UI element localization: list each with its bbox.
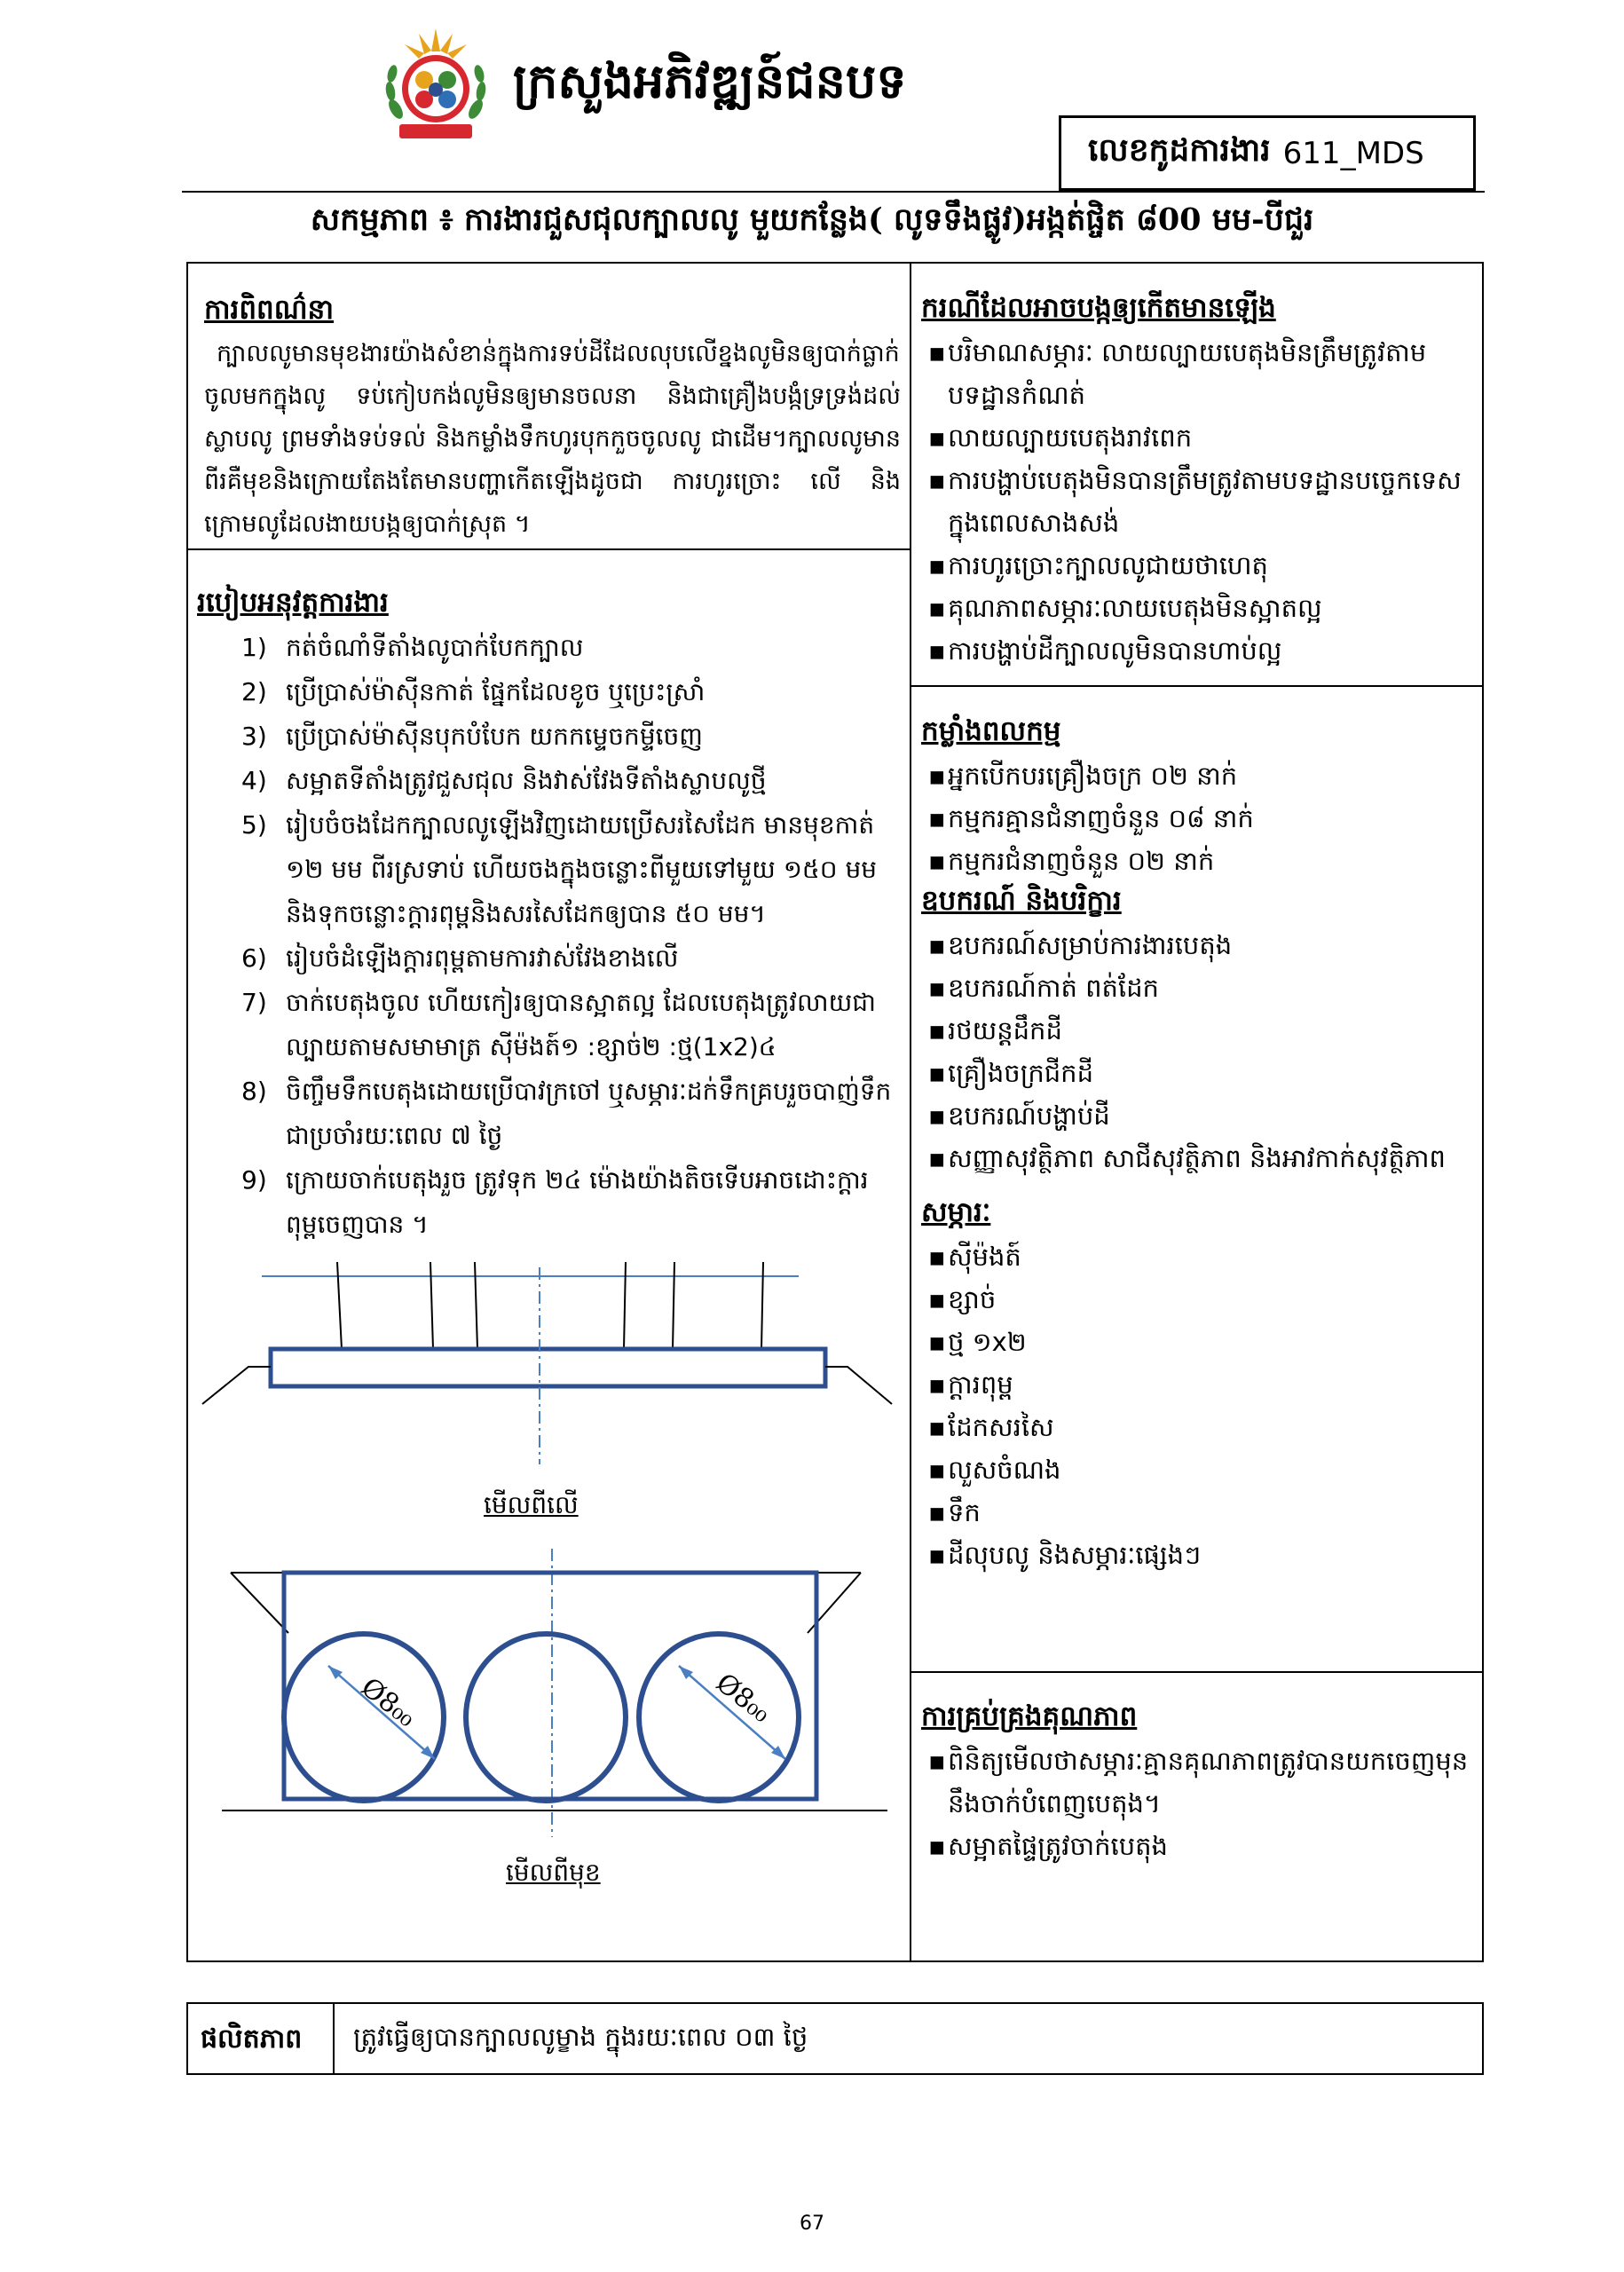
top-view-headwall [271,1349,825,1386]
ministry-logo [383,25,488,149]
materials-item: ▪ ថ្ម ១x២ [921,1321,1471,1363]
step-number: 6) [241,943,267,973]
code-label: លេខកូដការងារ [1088,131,1271,169]
step-number: 1) [241,633,267,662]
right-row-divider-1 [911,685,1484,687]
culvert-drawings [186,1242,910,1952]
quality-list [921,1740,1471,1867]
problems-item: ▪ លាយល្បាយបេតុងរាវពេក [921,416,1471,459]
materials-item: ▪ ទឹក [921,1491,1471,1534]
procedure-step [197,803,898,936]
productivity-label: ផលិតភាព [201,2024,303,2055]
procedure-step [197,1158,898,1247]
step-text: ប្រើប្រាស់ម៉ាស៊ីនកាត់ ផ្នែកដែលខូច ឬប្រេះស្រាំ [286,677,706,706]
workforce-item: ▪ កម្មករគ្មានជំនាញចំនួន ០៨ នាក់ [921,797,1471,840]
step-number: 8) [241,1077,267,1106]
step-text: ចាក់បេតុងចូល ហើយកៀរឲ្យបានស្អាតល្អ ដែលបេតុងត្រូវលាយជាល្បាយតាមសមាមាត្រ ស៊ីម៉ងត៍១ :ខ្សាច់២ :ថ្ម(1x2)៤ [286,988,876,1061]
equipment-item: ▪ រថយន្តដឹកដី [921,1009,1471,1052]
equipment-item: ▪ គ្រឿងចក្រជីកដី [921,1052,1471,1094]
ministry-name: ក្រសួងអភិវឌ្ឍន៍ជនបទ [513,52,907,109]
materials-item: ▪ ខ្សាច់ [921,1278,1471,1321]
procedure-step [197,1069,898,1158]
left-row-divider [186,548,911,550]
equipment-item: ▪ ឧបករណ៍សម្រាប់ការងារបេតុង [921,924,1471,966]
top-view-label: មើលពីលើ [484,1490,579,1519]
step-number: 5) [241,810,267,840]
materials-item: ▪ ដីលុបលូ និងសម្ភារៈផ្សេងៗ [921,1534,1471,1576]
pipe-middle [466,1634,626,1801]
productivity-divider [333,2002,335,2075]
materials-item: ▪ លួសចំណង [921,1448,1471,1491]
equipment-item: ▪ ឧបករណ៍បង្ហាប់ដី [921,1094,1471,1137]
code-value: 611_MDS [1282,135,1424,171]
problems-item: ▪ គុណភាពសម្ភារៈលាយបេតុងមិនស្អាតល្អ [921,587,1471,629]
step-number: 2) [241,677,267,706]
front-view-label: មើលពីមុខ [506,1858,601,1887]
procedure-step [197,936,898,981]
materials-item: ▪ ក្តារពុម្ព [921,1363,1471,1406]
step-number: 7) [241,988,267,1017]
top-view-rebars [337,1262,763,1349]
equipment-list [921,924,1471,1179]
procedure-step [197,981,898,1069]
step-text: សម្អាតទីតាំងត្រូវជួសជុល និងវាស់វែងទីតាំងស្លាបលូថ្មី [286,766,767,795]
diameter-label-right: Ø8₀₀ [710,1667,777,1730]
problems-item: ▪ បរិមាណសម្ភារៈ លាយល្បាយបេតុងមិនត្រឹមត្រូវតាមបទដ្ឋានកំណត់ [921,331,1471,416]
column-divider [910,262,911,1962]
equipment-item: ▪ ឧបករណ៍កាត់ ពត់ដែក [921,966,1471,1009]
step-text: ប្រើប្រាស់ម៉ាស៊ីនបុកបំបែក យកកម្ទេចកម្ទីចេញ [286,722,703,751]
step-text: កត់ចំណាំទីតាំងលូបាក់បែកក្បាល [286,633,584,662]
step-text: រៀបចំចងដែកក្បាលលូឡើងវិញដោយប្រើសរសៃដែក មានមុខកាត់ ១២ មម ពីរស្រទាប់ ហើយចងក្នុងចន្លោះពីមួយទៅមួយ ១៥០ មម និងទុកចន្លោះក្តារពុម្ពនិងសរសៃដែកឲ្យបាន ៥០ មម។ [286,810,878,928]
equipment-title: ឧបករណ៍ និងបរិក្ខារ [921,885,1122,917]
materials-item: ▪ ដែកសរសៃ [921,1406,1471,1448]
step-number: 3) [241,722,267,751]
materials-title: សម្ភារៈ [921,1196,991,1228]
equipment-item: ▪ សញ្ញាសុវត្ថិភាព សាជីសុវត្ថិភាព និងអាវកាក់សុវត្ថិភាព [921,1137,1471,1179]
materials-list [921,1235,1471,1576]
problems-item: ▪ ការហូរច្រោះក្បាលលូជាយថាហេតុ [921,544,1471,587]
description-text: ក្បាលលូមានមុខងារយ៉ាងសំខាន់ក្នុងការទប់ដីដែលលុបលើខ្នងលូមិនឲ្យបាក់ធ្លាក់ចូលមកក្នុងលូ ទប់កៀបកង់លូមិនឲ្យមានចលនា និងជាគ្រឿងបង្កំទ្រទ្រង់ដល់ស្លាបលូ ព្រមទាំងទប់ទល់ និងកម្លាំងទឹកហូរបុកកួចចូលលូ ជាដើម។ក្បាលលូមានពីរគឺមុខនិងក្រោយតែងតែមានបញ្ហាកើតឡើងដូចជា ការហូរច្រោះ លើ និងក្រោមលូដែលងាយបង្កឲ្យបាក់ស្រុត ។ [204,340,901,538]
quality-item: ▪ ពិនិត្យមើលថាសម្ភារៈគ្មានគុណភាពត្រូវបានយកចេញមុននឹងចាក់បំពេញបេតុង។ [921,1740,1471,1825]
activity-title: សកម្មភាព ៖ ការងារជួសជុលក្បាលលូ មួយកន្លែង( លូទទឹងផ្លូវ)អង្កត់ផ្ចិត ៨00 មម-បីជួរ [310,201,1314,238]
quality-title: ការគ្រប់គ្រងគុណភាព [921,1700,1138,1732]
header-divider [182,191,1485,193]
step-text: រៀបចំដំឡើងក្តារពុម្ពតាមការវាស់វែងខាងលើ [286,943,679,973]
quality-item: ▪ សម្អាតផ្ទៃត្រូវចាក់បេតុង [921,1825,1471,1867]
problems-title: ករណីដែលអាចបង្កឲ្យកើតមានឡើង [921,292,1276,324]
materials-item: ▪ ស៊ីម៉ងត៍ [921,1235,1471,1278]
workforce-title: កម្លាំងពលកម្ម [921,715,1061,747]
problems-section [921,291,1471,672]
procedure-step [197,626,898,670]
problems-list [921,331,1471,672]
top-view-right-wing [825,1367,892,1404]
pipe-left [284,1634,444,1801]
description-title: ការពិពណ៌នា [204,294,335,326]
step-number: 4) [241,766,267,795]
workforce-item: ▪ កម្មករជំនាញចំនួន ០២ នាក់ [921,840,1471,882]
right-row-divider-2 [911,1671,1484,1673]
resources-section [921,714,1471,1576]
step-text: ចិញ្ចឹមទឹកបេតុងដោយប្រើបាវក្រចៅ ឬសម្ភារៈដក់ទឹកគ្របរួចបាញ់ទឹកជាប្រចាំរយៈពេល ៧ ថ្ងៃ [286,1077,892,1150]
quality-section [921,1700,1471,1867]
page-number: 67 [800,2213,824,2235]
procedure-step [197,759,898,803]
pipe-right [639,1634,799,1801]
procedure-step [197,714,898,759]
description-section [204,293,901,546]
procedure-title: របៀបអនុវត្តការងារ [197,587,389,619]
diameter-label-left: Ø8₀₀ [355,1671,422,1734]
top-view-left-wing [202,1367,271,1404]
step-number: 9) [241,1165,267,1195]
procedure-section [197,586,898,1247]
problems-item: ▪ ការបង្ហាប់បេតុងមិនបានត្រឹមត្រូវតាមបទដ្ឋានបច្ចេកទេសក្នុងពេលសាងសង់ [921,459,1471,544]
workforce-list [921,754,1471,882]
workforce-item: ▪ អ្នកបើកបរគ្រឿងចក្រ ០២ នាក់ [921,754,1471,797]
problems-item: ▪ ការបង្ហាប់ដីក្បាលលូមិនបានហាប់ល្អ [921,629,1471,672]
procedure-steps [197,626,898,1247]
procedure-step [197,670,898,714]
productivity-text: ត្រូវធ្វើឲ្យបានក្បាលលូម្ខាង ក្នុងរយៈពេល ០៣ ថ្ងៃ [353,2022,808,2052]
document-code-box [1059,115,1476,191]
step-text: ក្រោយចាក់បេតុងរួច ត្រូវទុក ២៤ ម៉ោងយ៉ាងតិចទើបអាចដោះក្តារពុម្ពចេញបាន ។ [286,1165,869,1239]
